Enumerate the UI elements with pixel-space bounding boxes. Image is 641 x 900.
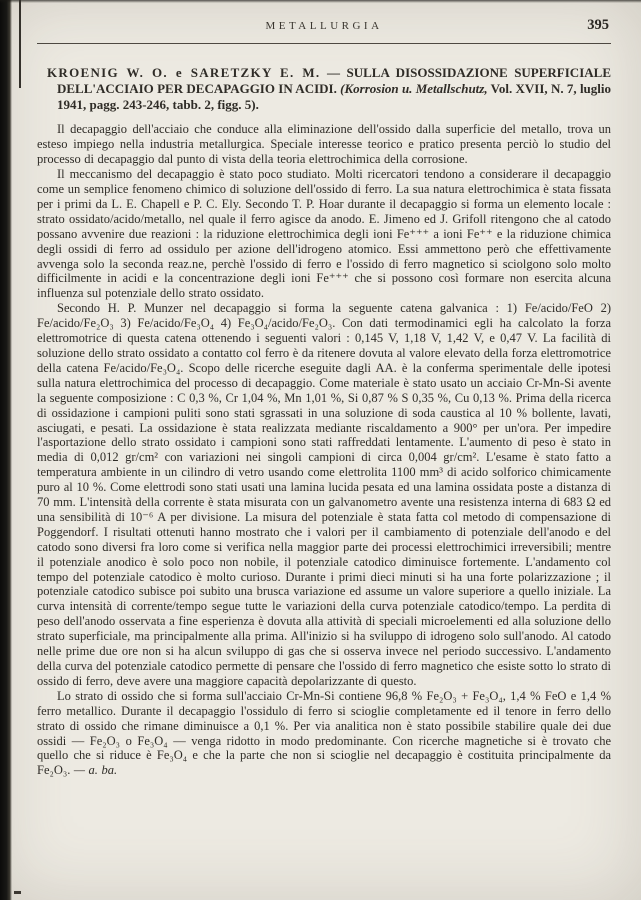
article-title: — SULLA DISOSSIDAZIONE SUPERFICIALE DELL'ACCIAIO PER DECAPAGGIO IN ACIDI. <box>57 65 611 96</box>
header-rule <box>37 43 611 44</box>
scan-left-edge-artifact <box>0 0 12 900</box>
reviewer-signature: — a. ba. <box>73 763 118 778</box>
abstract-paragraph-4-text: Lo strato di ossido che si forma sull'acciaio Cr-Mn-Si contiene 96,8 % Fe₂O₃ + Fe₃O₄, 1,4 % FeO e 1,4 % ferro metallico. Durante il decapaggio l'ossidulo di ferro si scioglie completamente ed il tenore in ferro dello strato di ossido che rimane diminuisce a 0,1 %. Per via analitica non è stato possibile stabilire quale dei due ossidi — Fe₂O₃ o Fe₃O₄ — venga ridotto in modo predominante. Con ricerche magnetiche si è trovato che quello che si riduce è Fe₃O₄ e che la parte che non si scioglie nel decapaggio è costituita principalmente da Fe₂O₃. <box>37 688 611 778</box>
page-content <box>12 0 641 778</box>
article-heading <box>37 65 611 112</box>
abstract-paragraph-3: Secondo H. P. Munzer nel decapaggio si forma la seguente catena galvanica : 1) Fe/acido/FeO 2) Fe/acido/Fe₂O₃ 3) Fe/acido/Fe₃O₄ 4) Fe₃O₄/acido/Fe₂O₃. Con dati termodinamici egli ha calcolato la forza elettromotrice di questa catena ottenendo i seguenti valori : 0,145 V, 1,18 V, 1,42 V, e 0,47 V. La facilità di soluzione dello strato ossidato a contatto col ferro è da ritenere dovuta al valore elevato della forza elettromotrice della catena Fe/acido/Fe₃O₄. Scopo delle ricerche eseguite dagli AA. è la conferma sperimentale delle ipotesi sulla natura elettrochimica del processo di decapaggio. Come materiale è stato usato un acciaio Cr-Mn-Si avente la seguente composizione : C 0,3 %, Cr 1,04 %, Mn 1,01 %, Si 0,87 % S 0,35 %, Cu 0,13 %. Prima della ricerca di ossidazione i campioni puliti sono stati sgrassati in una soluzione di soda caustica al 10 % bollente, lavati, asciugati, e pesati. La ossidazione è stata realizzata mediante riscaldamento a 900° per un'ora. Per impedire l'asportazione dello strato ossidato i campioni sono stati raffreddati lentamente. L'aumento di peso è stato in media di 0,012 gr/cm² con variazioni nei singoli campioni di circa 0,004 gr/cm². L'esame è stato fatto a temperatura ambiente in un cilindro di vetro usando come elettrolita 1100 mm³ di acido solforico chimicamente puro al 10 %. Come elettrodi sono stati usati una lamina lucida pesata ed una lamina ossidata poste a distanza di 70 mm. L'intensità della corrente è stata misurata con un galvanometro avente una resistenza interna di 683 Ω ed una sensibilità di 10⁻⁶ A per divisione. La misura del potenziale è stata fatta col metodo di compensazione di Poggendorf. I risultati ottenuti hanno mostrato che i valori per il cambiamento di potenziale dell'anodo e del catodo sono diversi fra loro come si verifica nella maggior parte dei processi elettrochimici irreversibili; mentre il potenziale anodico è solo poco non nobile, il potenziale catodico diminuisce fortemente. L'andamento col tempo del potenziale catodico è molto curioso. Durante i primi dieci minuti si ha una forte polarizzazione ; il potenziale catodico subisce poi subito una brusca variazione ed assume un valore superiore a quello iniziale. La curva intensità di corrente/tempo segue tutte le variazioni della curva potenziale catodico/tempo. La perdita di peso dell'anodo osservata a fine esperienza è dovuta alla attività di speciali microelementi ed alla soluzione dello strato superficiale, ma principalmente alla prima. All'inizio si ha sviluppo di idrogeno solo sull'anodo. Al catodo nelle prime due ore non si ha alcun sviluppo di gas che si osserva invece nel periodo successivo. L'andamento della curva del potenziale catodico permette di pensare che l'ossido di ferro magnetico che esiste sotto lo strato di ossido di ferro, deve avere una maggiore capacità depolarizzante di questo. <box>37 301 611 688</box>
citation-journal: (Korrosion u. Metallschutz, <box>340 80 488 96</box>
page-header <box>37 17 611 38</box>
abstract-paragraph-2: Il meccanismo del decapaggio è stato poco studiato. Molti ricercatori tendono a considerare il decapaggio come un semplice fenomeno chimico di soluzione dell'ossido di ferro. La sua natura elettrochimica è stata fissata per i primi da L. E. Chapell e P. C. Ely. Secondo T. P. Hoar durante il decapaggio si forma un elemento locale : strato ossidato/acido/metallo, nel quale il ferro agisce da anodo. E. Jimeno ed J. Grifoll ritengono che al catodo possano avvenire due reazioni : la riduzione elettrochimica degli ioni Fe⁺⁺⁺ a ioni Fe⁺⁺ e la riduzione chimica degli ossidi di ferro ad ossidulo per azione dell'idrogeno atomico. Essi ammettono però che effettivamente avvenga solo la seconda reaz.ne, perchè l'ossido di ferro e l'ossido di ferro magnetico si sciolgono solo molto difficilmente in acidi e la concentrazione degli ioni Fe⁺⁺⁺ che si possono così formare non esercita alcuna influenza sul potenziale dello strato ossidato. <box>37 167 611 301</box>
abstract-paragraph-4 <box>37 689 611 778</box>
article-authors: KROENIG W. O. e SARETZKY E. M. <box>47 65 321 80</box>
page-number: 395 <box>587 17 609 33</box>
abstract-paragraph-1: Il decapaggio dell'acciaio che conduce alla eliminazione dell'ossido dalla superficie del metallo, trova un esteso impiego nella industria metallurgica. Speciale interesse teorico e pratico presenta perciò lo studio del processo di decapaggio dal punto di vista della teoria elettrochimica della corrosione. <box>37 122 611 167</box>
running-title: METALLURGIA <box>265 20 383 32</box>
citation-details: Vol. XVII, N. 7, luglio 1941, pagg. 243-246, tabb. 2, figg. 5). <box>57 80 612 112</box>
scan-speck-artifact <box>14 891 21 894</box>
